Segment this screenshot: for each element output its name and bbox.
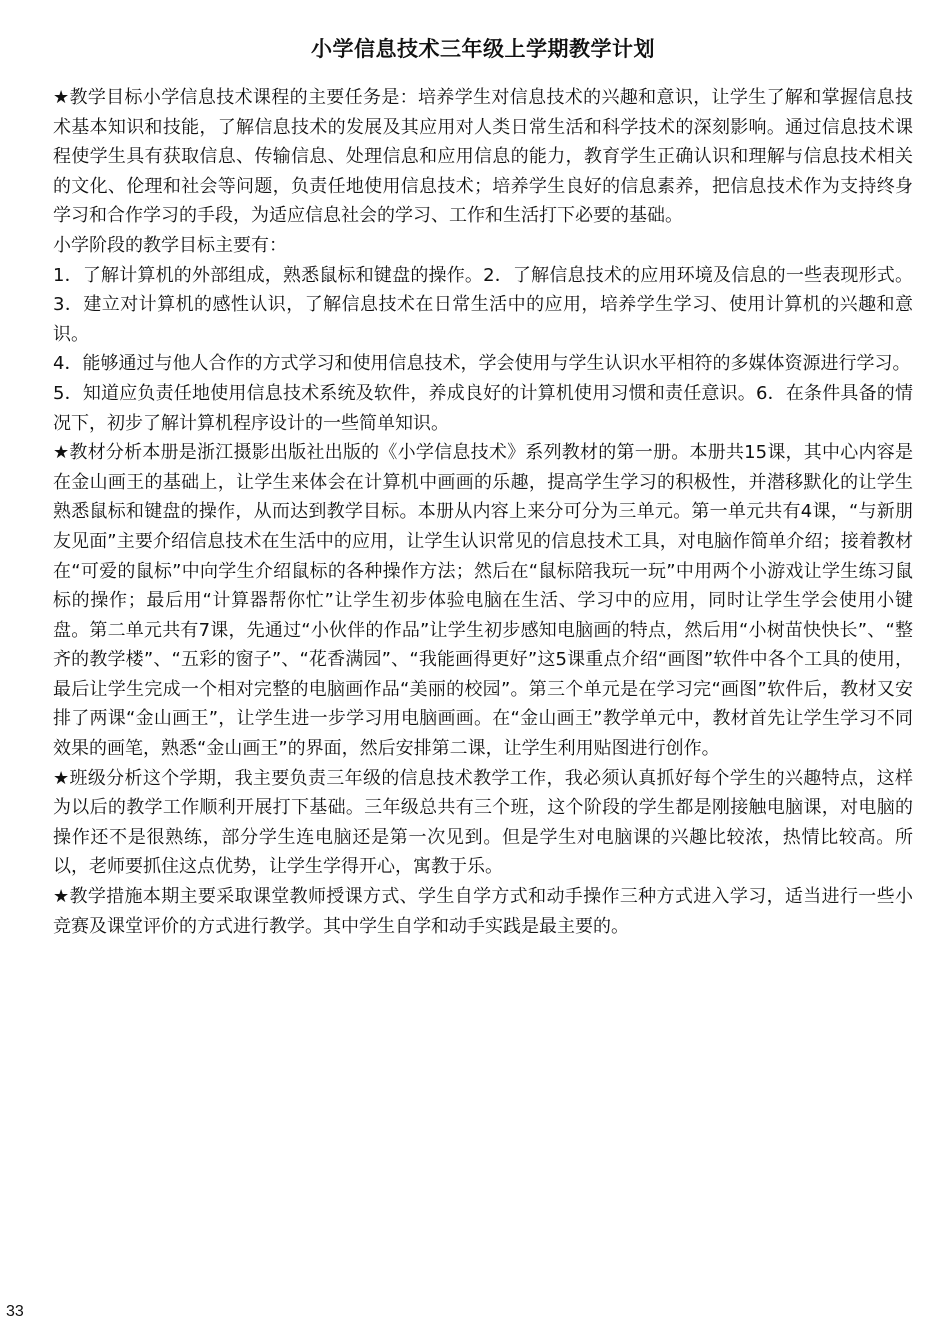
paragraph-teaching-goals: ★教学目标小学信息技术课程的主要任务是：培养学生对信息技术的兴趣和意识，让学生了解和掌握信息技术基本知识和技能，了解信息技术的发展及其应用对人类日常生活和科学技术的深刻影响。通过信息技术课程使学生具有获取信息、传输信息、处理信息和应用信息的能力，教育学生正确认识和理解与信息技术相关的文化、伦理和社会等问题，负责任地使用信息技术；培养学生良好的信息素养，把信息技术作为支持终身学习和合作学习的手段，为适应信息社会的学习、工作和生活打下必要的基础。 <box>53 87 913 227</box>
document-page <box>53 34 913 941</box>
document-title: 小学信息技术三年级上学期教学计划 <box>311 37 655 61</box>
paragraph-goals-1-3: 1．了解计算机的外部组成，熟悉鼠标和键盘的操作。2．了解信息技术的应用环境及信息的一些表现形式。3．建立对计算机的感性认识，了解信息技术在日常生活中的应用，培养学生学习、使用计算机的兴趣和意识。 <box>53 264 913 345</box>
paragraph-primary-goals-intro: 小学阶段的教学目标主要有： <box>53 234 287 256</box>
paragraph-textbook-analysis: ★教材分析本册是浙江摄影出版社出版的《小学信息技术》系列教材的第一册。本册共15课，其中心内容是在金山画王的基础上，让学生来体会在计算机中画画的乐趣，提高学生学习的积极性，并潜移默化的让学生熟悉鼠标和键盘的操作，从而达到教学目标。本册从内容上来分可分为三单元。第一单元共有4课，“与新朋友见面”主要介绍信息技术在生活中的应用，让学生认识常见的信息技术工具，对电脑作简单介绍；接着教材在“可爱的鼠标”中向学生介绍鼠标的各种操作方法；然后在“鼠标陪我玩一玩”中用两个小游戏让学生练习鼠标的操作；最后用“计算器帮你忙”让学生初步体验电脑在生活、学习中的应用，同时让学生学会使用小键盘。第二单元共有7课，先通过“小伙伴的作品”让学生初步感知电脑画的特点，然后用“小树苗快快长”、“整齐的教学楼”、“五彩的窗子”、“花香满园”、“我能画得更好”这5课重点介绍“画图”软件中各个工具的使用，最后让学生完成一个相对完整的电脑画作品“美丽的校园”。第三个单元是在学习完“画图”软件后，教材又安排了两课“金山画王”，让学生进一步学习用电脑画画。在“金山画王”教学单元中，教材首先让学生学习不同效果的画笔，熟悉“金山画王”的界面，然后安排第二课，让学生利用贴图进行创作。 <box>53 442 913 760</box>
paragraph-goal-4: 4．能够通过与他人合作的方式学习和使用信息技术，学会使用与学生认识水平相符的多媒体资源进行学习。 <box>53 353 911 375</box>
page-number: 33 <box>6 1303 24 1320</box>
paragraph-goals-5-6: 5．知道应负责任地使用信息技术系统及软件，养成良好的计算机使用习惯和责任意识。6．在条件具备的情况下，初步了解计算机程序设计的一些简单知识。 <box>53 382 913 434</box>
paragraph-class-analysis: ★班级分析这个学期，我主要负责三年级的信息技术教学工作，我必须认真抓好每个学生的兴趣特点，这样为以后的教学工作顺利开展打下基础。三年级总共有三个班，这个阶段的学生都是刚接触电脑课，对电脑的操作还不是很熟练，部分学生连电脑还是第一次见到。但是学生对电脑课的兴趣比较浓，热情比较高。所以，老师要抓住这点优势，让学生学得开心，寓教于乐。 <box>53 767 913 878</box>
paragraph-teaching-measures: ★教学措施本期主要采取课堂教师授课方式、学生自学方式和动手操作三种方式进入学习，适当进行一些小竞赛及课堂评价的方式进行教学。其中学生自学和动手实践是最主要的。 <box>53 886 913 937</box>
